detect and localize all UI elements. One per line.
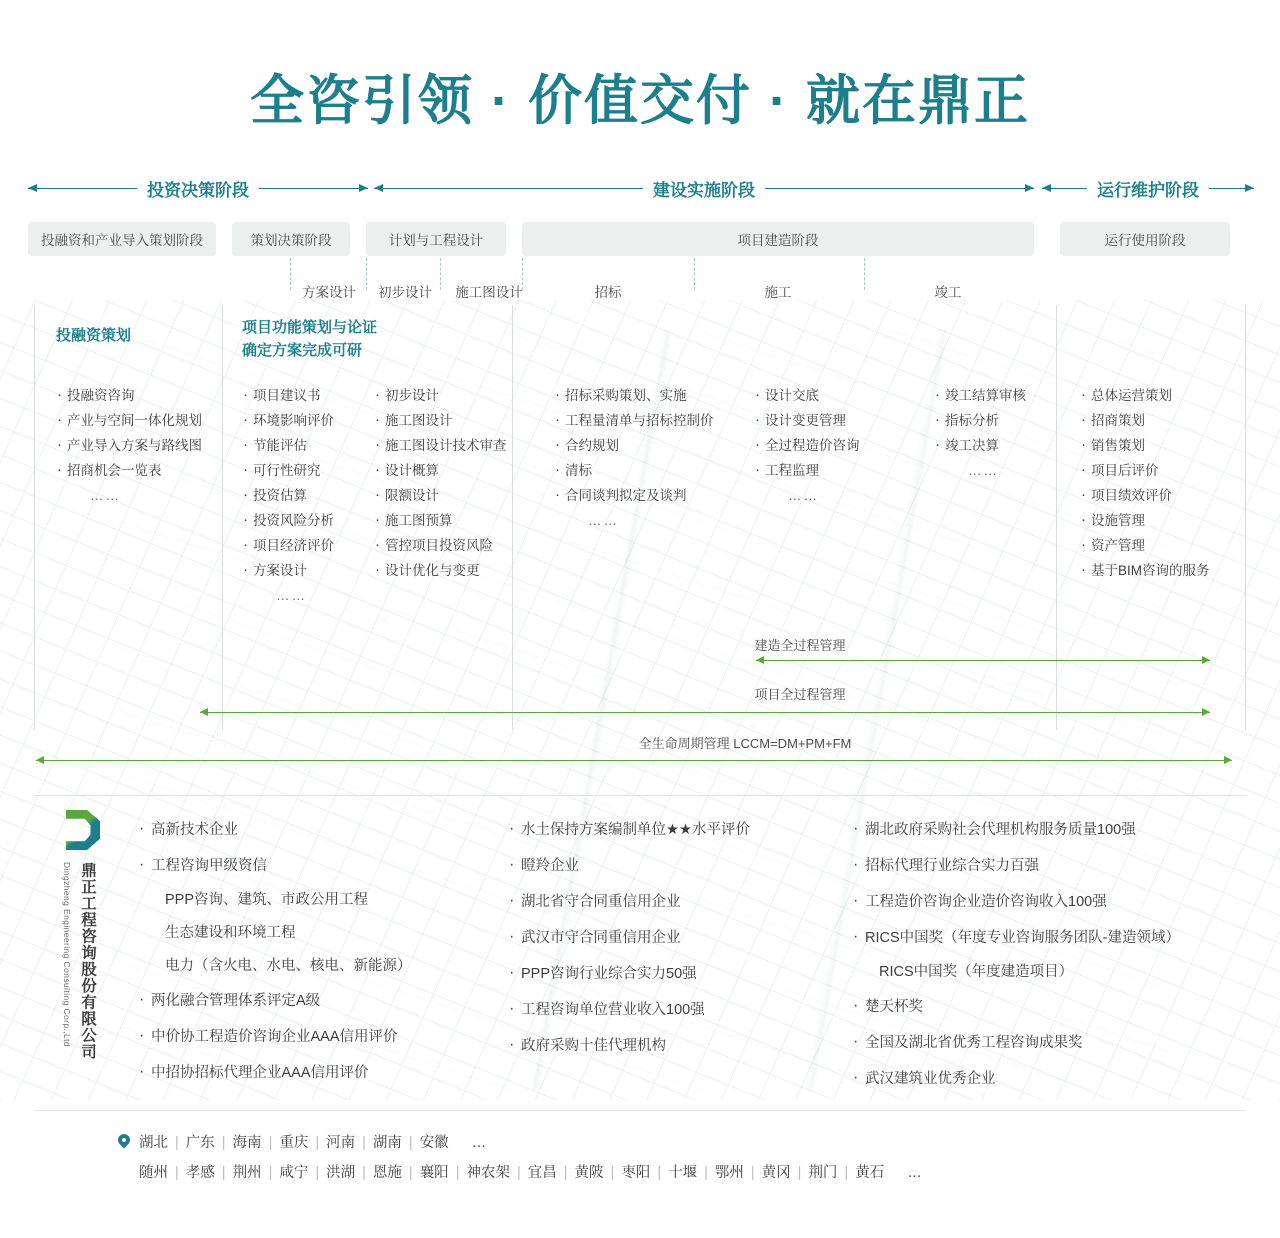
arrow-line-left	[374, 188, 643, 189]
footer-locations	[118, 1128, 922, 1188]
city: 枣阳	[621, 1165, 651, 1181]
phase-label: 投资决策阶段	[147, 180, 249, 200]
list-item: · 竣工结算审核	[934, 383, 1026, 408]
service-list-completion	[934, 383, 1026, 483]
list-item: · 招标采购策划、实施	[554, 383, 714, 408]
list-item: · 设计概算	[374, 458, 507, 483]
list-item: · 总体运营策划	[1080, 383, 1210, 408]
stage-box-planning[interactable]: 策划决策阶段	[232, 222, 350, 256]
city: 恩施	[372, 1165, 402, 1181]
list-item: · 指标分析	[934, 408, 1026, 433]
service-list-design	[374, 383, 507, 583]
list-item-sub: 生态建设和环境工程	[165, 925, 296, 941]
service-list-construction	[754, 383, 860, 508]
list-item: · 项目绩效评价	[1080, 483, 1210, 508]
province: 重庆	[279, 1135, 309, 1151]
province: 广东	[185, 1135, 215, 1151]
list-item: · 招标代理行业综合实力百强	[852, 848, 1180, 884]
span-label-construction-management: 建造全过程管理	[754, 638, 846, 653]
list-item: · 设计优化与变更	[374, 558, 507, 583]
qualification-list-2	[508, 812, 750, 1064]
page-title: 全咨引领 · 价值交付 · 就在鼎正	[250, 71, 1030, 131]
city: 襄阳	[419, 1165, 449, 1181]
column-divider	[222, 305, 223, 730]
city: 十堰	[668, 1165, 698, 1181]
column-divider	[1056, 305, 1057, 730]
list-item: · 施工图设计	[374, 408, 507, 433]
city: 咸宁	[279, 1165, 309, 1181]
divider-dashed	[440, 258, 441, 290]
substage-scheme-design: 方案设计	[302, 285, 356, 300]
stage-box-construction[interactable]: 项目建造阶段	[522, 222, 1034, 256]
city: 荆州	[232, 1165, 262, 1181]
substage-bidding: 招标	[594, 285, 622, 300]
qualification-list-1	[138, 812, 412, 1091]
company-logo	[60, 810, 120, 1080]
city: 黄冈	[761, 1165, 791, 1181]
column-divider	[1245, 305, 1246, 730]
list-item: · 设计变更管理	[754, 408, 860, 433]
list-item: · 武汉市守合同重信用企业	[508, 920, 750, 956]
arrow-line-right	[259, 188, 368, 189]
list-item: · PPP咨询行业综合实力50强	[508, 956, 750, 992]
span-bar-lifecycle-management	[36, 760, 1232, 761]
list-item: · 工程造价咨询企业造价咨询收入100强	[852, 884, 1180, 920]
list-item: · 政府采购十佳代理机构	[508, 1028, 750, 1064]
list-item: · 湖北省守合同重信用企业	[508, 884, 750, 920]
list-item: · 环境影响评价	[242, 408, 334, 433]
list-item: · 武汉建筑业优秀企业	[852, 1061, 1180, 1097]
phase-label: 运行维护阶段	[1097, 180, 1199, 200]
service-list-bidding	[554, 383, 714, 533]
logo-d-icon	[66, 810, 100, 850]
list-item: · 项目经济评价	[242, 533, 334, 558]
list-item: · 投融资咨询	[56, 383, 202, 408]
phase-arrow-row	[0, 175, 1280, 205]
list-item: · 设计交底	[754, 383, 860, 408]
span-label-project-management: 项目全过程管理	[754, 687, 846, 702]
city: 宜昌	[527, 1165, 557, 1181]
divider-dashed	[366, 258, 367, 290]
logo-company-name-cn: 鼎正工程咨询股份有限公司	[79, 862, 96, 1060]
list-item: · 水土保持方案编制单位★★水平评价	[508, 812, 750, 848]
province: 海南	[232, 1135, 262, 1151]
list-item: · 施工图预算	[374, 508, 507, 533]
list-item: · 投资估算	[242, 483, 334, 508]
service-list-project-planning	[242, 383, 334, 608]
service-list-operation	[1080, 383, 1210, 583]
list-item: · 招商机会一览表	[56, 458, 202, 483]
stage-box-operation[interactable]: 运行使用阶段	[1060, 222, 1230, 256]
city-more: …	[907, 1165, 922, 1181]
city: 神农架	[466, 1165, 510, 1181]
list-item: · 全过程造价咨询	[754, 433, 860, 458]
span-bar-construction-management	[756, 660, 1210, 661]
list-item: · 方案设计	[242, 558, 334, 583]
province-more: …	[471, 1135, 487, 1151]
list-item-ellipsis: ……	[90, 488, 121, 503]
city: 孝感	[185, 1165, 215, 1181]
substage-completion: 竣工	[934, 285, 962, 300]
list-item: · 全国及湖北省优秀工程咨询成果奖	[852, 1025, 1180, 1061]
footer-divider	[34, 1110, 1246, 1111]
list-item: · 销售策划	[1080, 433, 1210, 458]
list-item: · 投资风险分析	[242, 508, 334, 533]
city: 随州	[139, 1165, 168, 1181]
city: 荆门	[808, 1165, 838, 1181]
city: 黄石	[855, 1165, 885, 1181]
city: 洪湖	[326, 1165, 356, 1181]
list-item: · 中价协工程造价咨询企业AAA信用评价	[138, 1019, 412, 1055]
footer-cities-row: 随州 | 孝感 | 荆州 | 咸宁 | 洪湖 | 恩施 | 襄阳 | 神农架 | 宜昌 | 黄陂 | 枣阳 | 十堰 | 鄂州 | 黄冈 | 荆门 | 黄石 …	[139, 1165, 922, 1181]
list-item: · 招商策划	[1080, 408, 1210, 433]
list-item: · 清标	[554, 458, 714, 483]
list-item: · 瞪羚企业	[508, 848, 750, 884]
column-divider	[34, 305, 35, 730]
column-heading-line2: 确定方案完成可研	[242, 341, 363, 359]
logo-company-name-en: Dingzheng Engineering Consulting Corp.,Ltd	[62, 862, 72, 1048]
list-item: · 两化融合管理体系评定A级	[138, 983, 412, 1019]
substage-construction: 施工	[764, 285, 792, 300]
divider-dashed	[864, 258, 865, 290]
list-item-ellipsis: ……	[968, 463, 999, 478]
list-item: · 基于BIM咨询的服务	[1080, 558, 1210, 583]
phase-label: 建设实施阶段	[653, 180, 755, 200]
list-item: · 工程咨询甲级资信	[138, 848, 412, 884]
list-item: · 竣工决算	[934, 433, 1026, 458]
list-item: · 合约规划	[554, 433, 714, 458]
province: 湖北	[139, 1135, 168, 1151]
list-item: · 施工图设计技术审查	[374, 433, 507, 458]
list-item: · 合同谈判拟定及谈判	[554, 483, 714, 508]
list-item: · RICS中国奖（年度专业咨询服务团队-建造领域）	[852, 920, 1180, 956]
column-divider	[512, 305, 513, 730]
qualification-list-3	[852, 812, 1180, 1097]
province: 河南	[326, 1135, 356, 1151]
substage-preliminary-design: 初步设计	[378, 285, 432, 300]
arrow-line-left	[1042, 188, 1087, 189]
city: 黄陂	[574, 1165, 604, 1181]
list-item: · 楚天杯奖	[852, 989, 1180, 1025]
list-item-ellipsis: ……	[588, 513, 619, 528]
arrow-line-left	[28, 188, 137, 189]
list-item-ellipsis: ……	[276, 588, 307, 603]
footer-provinces-row: 湖北 | 广东 | 海南 | 重庆 | 河南 | 湖南 | 安徽 …	[118, 1128, 922, 1158]
list-item: · 初步设计	[374, 383, 507, 408]
span-label-lifecycle-management: 全生命周期管理 LCCM=DM+PM+FM	[638, 736, 852, 751]
list-item: · 项目建议书	[242, 383, 334, 408]
list-item: · 节能评估	[242, 433, 334, 458]
list-item-sub: 电力（含火电、水电、核电、新能源）	[165, 958, 412, 974]
section-divider	[34, 795, 1246, 796]
column-heading-financing: 投融资策划	[56, 327, 132, 344]
list-item: · 设施管理	[1080, 508, 1210, 533]
list-item: · 产业导入方案与路线图	[56, 433, 202, 458]
list-item: · 管控项目投资风险	[374, 533, 507, 558]
province: 安徽	[419, 1135, 449, 1151]
phase-arrow-investment	[28, 175, 368, 201]
stage-box-design[interactable]: 计划与工程设计	[366, 222, 506, 256]
arrow-line-right	[1209, 188, 1254, 189]
list-item-sub: PPP咨询、建筑、市政公用工程	[165, 892, 369, 908]
arrow-line-right	[765, 188, 1034, 189]
substage-construction-drawing-design: 施工图设计	[455, 285, 523, 300]
column-heading-line1: 项目功能策划与论证	[242, 319, 378, 336]
list-item: · 工程监理	[754, 458, 860, 483]
stage-box-financing[interactable]: 投融资和产业导入策划阶段	[28, 222, 216, 256]
province: 湖南	[372, 1135, 402, 1151]
city: 鄂州	[714, 1165, 744, 1181]
phase-arrow-construction	[374, 175, 1034, 201]
span-bar-project-management	[200, 712, 1210, 713]
list-item: · 湖北政府采购社会代理机构服务质量100强	[852, 812, 1180, 848]
phase-arrow-operation	[1042, 175, 1254, 201]
list-item: · 高新技术企业	[138, 812, 412, 848]
list-item-sub: RICS中国奖（年度建造项目）	[879, 964, 1074, 980]
divider-dashed	[290, 258, 291, 290]
divider-dashed	[694, 258, 695, 290]
service-list-financing	[56, 383, 202, 508]
list-item: · 中招协招标代理企业AAA信用评价	[138, 1055, 412, 1091]
list-item-ellipsis: ……	[788, 488, 819, 503]
list-item: · 工程咨询单位营业收入100强	[508, 992, 750, 1028]
list-item: · 限额设计	[374, 483, 507, 508]
column-heading-project-planning	[242, 317, 377, 362]
list-item: · 资产管理	[1080, 533, 1210, 558]
service-content-area	[34, 305, 1246, 760]
location-pin-icon	[118, 1134, 130, 1150]
list-item: · 项目后评价	[1080, 458, 1210, 483]
list-item: · 产业与空间一体化规划	[56, 408, 202, 433]
list-item: · 工程量清单与招标控制价	[554, 408, 714, 433]
list-item: · 可行性研究	[242, 458, 334, 483]
